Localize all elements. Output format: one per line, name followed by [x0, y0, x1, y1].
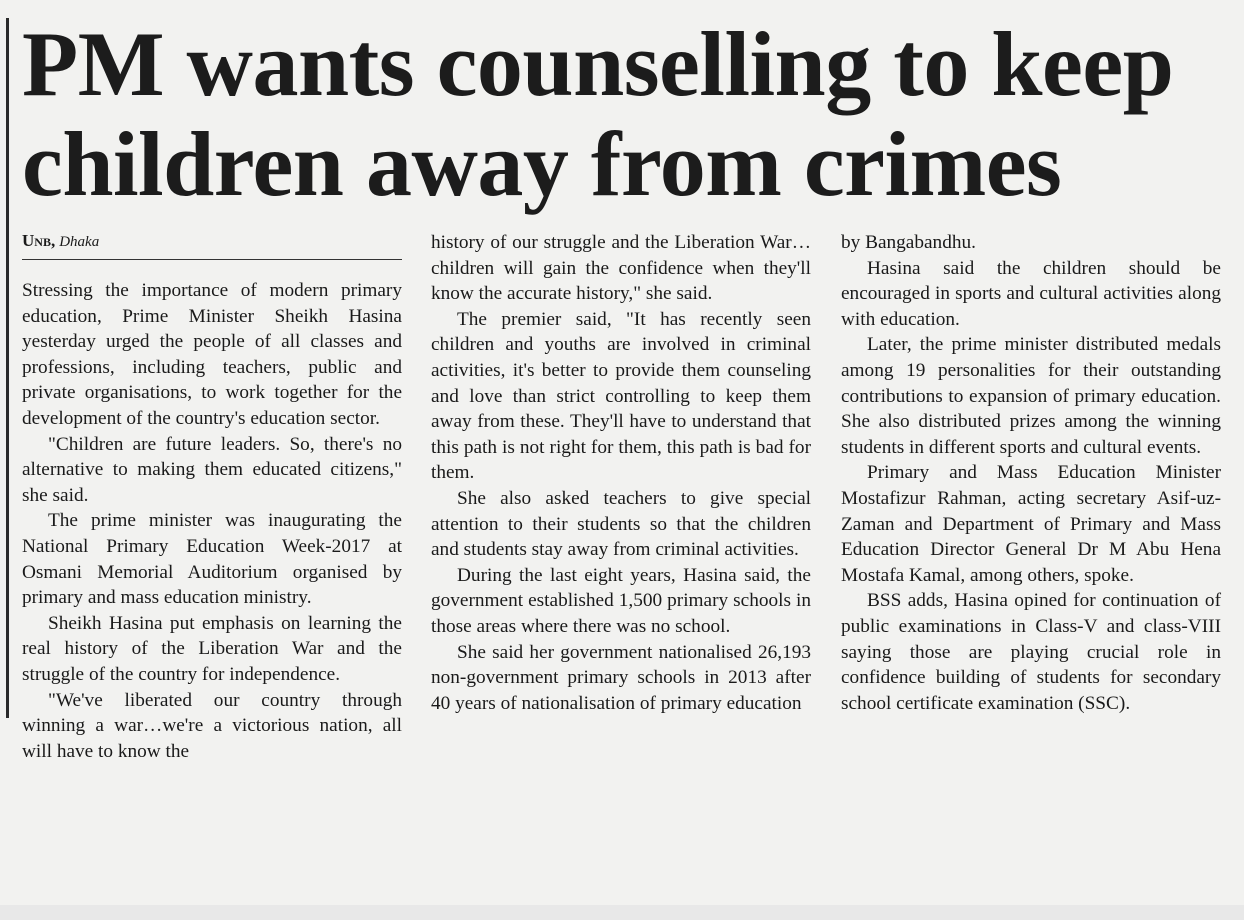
paragraph: The premier said, "It has recently seen children and youths are involved in criminal activities, it's better to provide them counseling and love than strict controlling to keep them away from these. They'll have to understand that this path is not right for them, this path is bad for them. [431, 308, 811, 484]
column-rule [6, 18, 9, 718]
paragraph: Hasina said the children should be encouraged in sports and cultural activities along with education. [841, 257, 1221, 330]
paragraph: Sheikh Hasina put emphasis on learning the real history of the Liberation War and the struggle of the country for independence. [22, 612, 402, 685]
paragraph: She also asked teachers to give special attention to their students so that the children and students stay away from criminal activities. [431, 487, 811, 561]
paragraph: The prime minister was inaugurating the National Primary Education Week-2017 at Osmani Memorial Auditorium organised by primary and mass education ministry. [22, 510, 402, 609]
article-column-2 [431, 230, 811, 716]
paragraph: Primary and Mass Education Minister Mostafizur Rahman, acting secretary Asif-uz-Zaman and Department of Primary and Mass Education Director General Dr M Abu Hena Mostafa Kamal, among others, spoke. [841, 462, 1221, 586]
headline: PM wants counselling to keep children away from crimes [22, 13, 1174, 215]
paragraph: Later, the prime minister distributed medals among 19 personalities for their outstanding contributions to expansion of primary education. She also distributed prizes among the winning students in different sports and cultural events. [841, 334, 1221, 458]
paragraph: "We've liberated our country through winning a war…we're a victorious nation, all will have to know the [22, 689, 402, 762]
byline-agency: Unb, [22, 231, 56, 250]
paragraph: Stressing the importance of modern primary education, Prime Minister Sheikh Hasina yesterday urged the people of all classes and professions, including teachers, public and private organisations, to work together for the development of the country's education sector. [22, 280, 402, 429]
byline-place: Dhaka [59, 234, 100, 250]
paragraph: She said her government nationalised 26,193 non-government primary schools in 2013 after 40 years of nationalisation of primary education [431, 641, 811, 714]
paragraph: history of our struggle and the Liberation War…children will gain the confidence when they'll know the accurate history," she said. [431, 232, 811, 305]
paragraph: During the last eight years, Hasina said, the government established 1,500 primary schools in those areas where there was no school. [431, 564, 811, 637]
paragraph: by Bangabandhu. [841, 232, 976, 253]
byline [22, 230, 402, 260]
paragraph: BSS adds, Hasina opined for continuation of public examinations in Class-V and class-VIII saying those are playing crucial role in confidence building of students for secondary school certificate examination (SSC). [841, 590, 1221, 714]
article-column-3 [841, 230, 1221, 716]
page-edge [0, 905, 1244, 920]
article-column-1 [22, 230, 402, 764]
paragraph: "Children are future leaders. So, there's no alternative to making them educated citizens," she said. [22, 433, 402, 506]
